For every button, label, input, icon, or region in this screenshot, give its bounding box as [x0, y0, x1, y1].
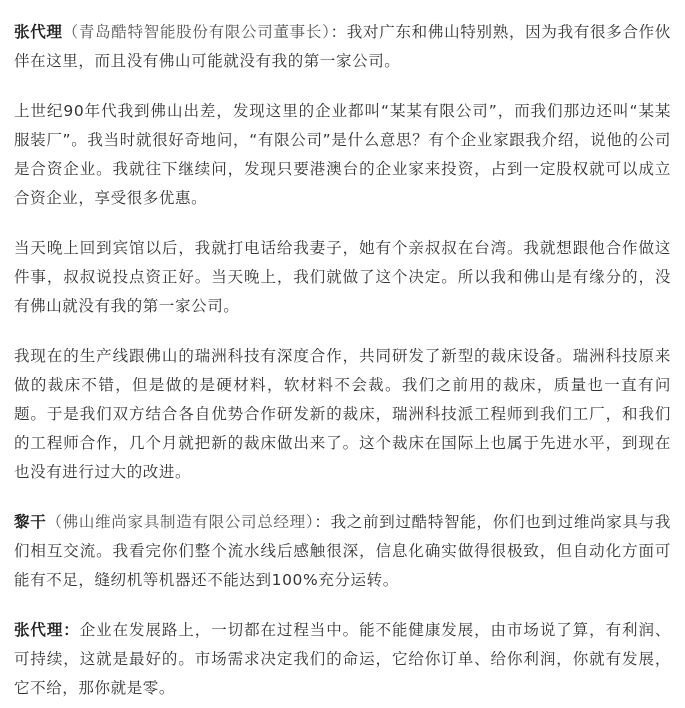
paragraph-text: ：我之前到过酷特智能，你们也到过维尚家具与我们相互交流。我看完你们整个流水线后感触很深，信息化确实做得很极致，但自动化方面可能有不足，缝纫机等机器还不能达到100%充分运转。	[14, 513, 672, 589]
paragraph-text: 企业在发展路上，一切都在过程当中。能不能健康发展，由市场说了算，有利润、可持续，这就是最好的。市场需求决定我们的命运，它给你订单、给你利润，你就有发展，它不给，那你就是零。	[14, 621, 671, 697]
speaker-name: 张代理	[14, 23, 63, 41]
paragraph-3	[14, 234, 671, 321]
paragraph-2	[14, 97, 671, 213]
speaker-name: 黎干	[14, 513, 47, 531]
paragraph-6	[14, 616, 671, 703]
paragraph-1	[14, 18, 671, 76]
speaker-role: （佛山维尚家具制造有限公司总经理）	[46, 513, 315, 531]
paragraph-text: 当天晚上回到宾馆以后，我就打电话给我妻子，她有个亲叔叔在台湾。我就想跟他合作做这件事，叔叔说投点资正好。当天晚上，我们就做了这个决定。所以我和佛山是有缘分的，没有佛山就没有我的第一家公司。	[14, 239, 671, 315]
speaker-name: 张代理：	[14, 621, 80, 639]
speaker-role: （青岛酷特智能股份有限公司董事长）	[62, 23, 331, 41]
paragraph-text: 我现在的生产线跟佛山的瑞洲科技有深度合作，共同研发了新型的裁床设备。瑞洲科技原来做的裁床不错，但是做的是硬材料，软材料不会裁。我们之前用的裁床，质量也一直有问题。于是我们双方结合各自优势合作研发新的裁床，瑞洲科技派工程师到我们工厂，和我们的工程师合作，几个月就把新的裁床做出来了。这个裁床在国际上也属于先进水平，到现在也没有进行过大的改进。	[14, 347, 671, 481]
paragraph-text: 上世纪90年代我到佛山出差，发现这里的企业都叫“某某有限公司”，而我们那边还叫“某某服装厂”。我当时就很好奇地问，“有限公司”是什么意思？有个企业家跟我介绍，说他的公司是合资企业。我就往下继续问，发现只要港澳台的企业家来投资，占到一定股权就可以成立合资企业，享受很多优惠。	[14, 102, 671, 207]
paragraph-5	[14, 508, 671, 595]
paragraph-text: ：我对广东和佛山特别熟，因为我有很多合作伙伴在这里，而且没有佛山可能就没有我的第一家公司。	[14, 23, 671, 70]
paragraph-4	[14, 342, 671, 487]
